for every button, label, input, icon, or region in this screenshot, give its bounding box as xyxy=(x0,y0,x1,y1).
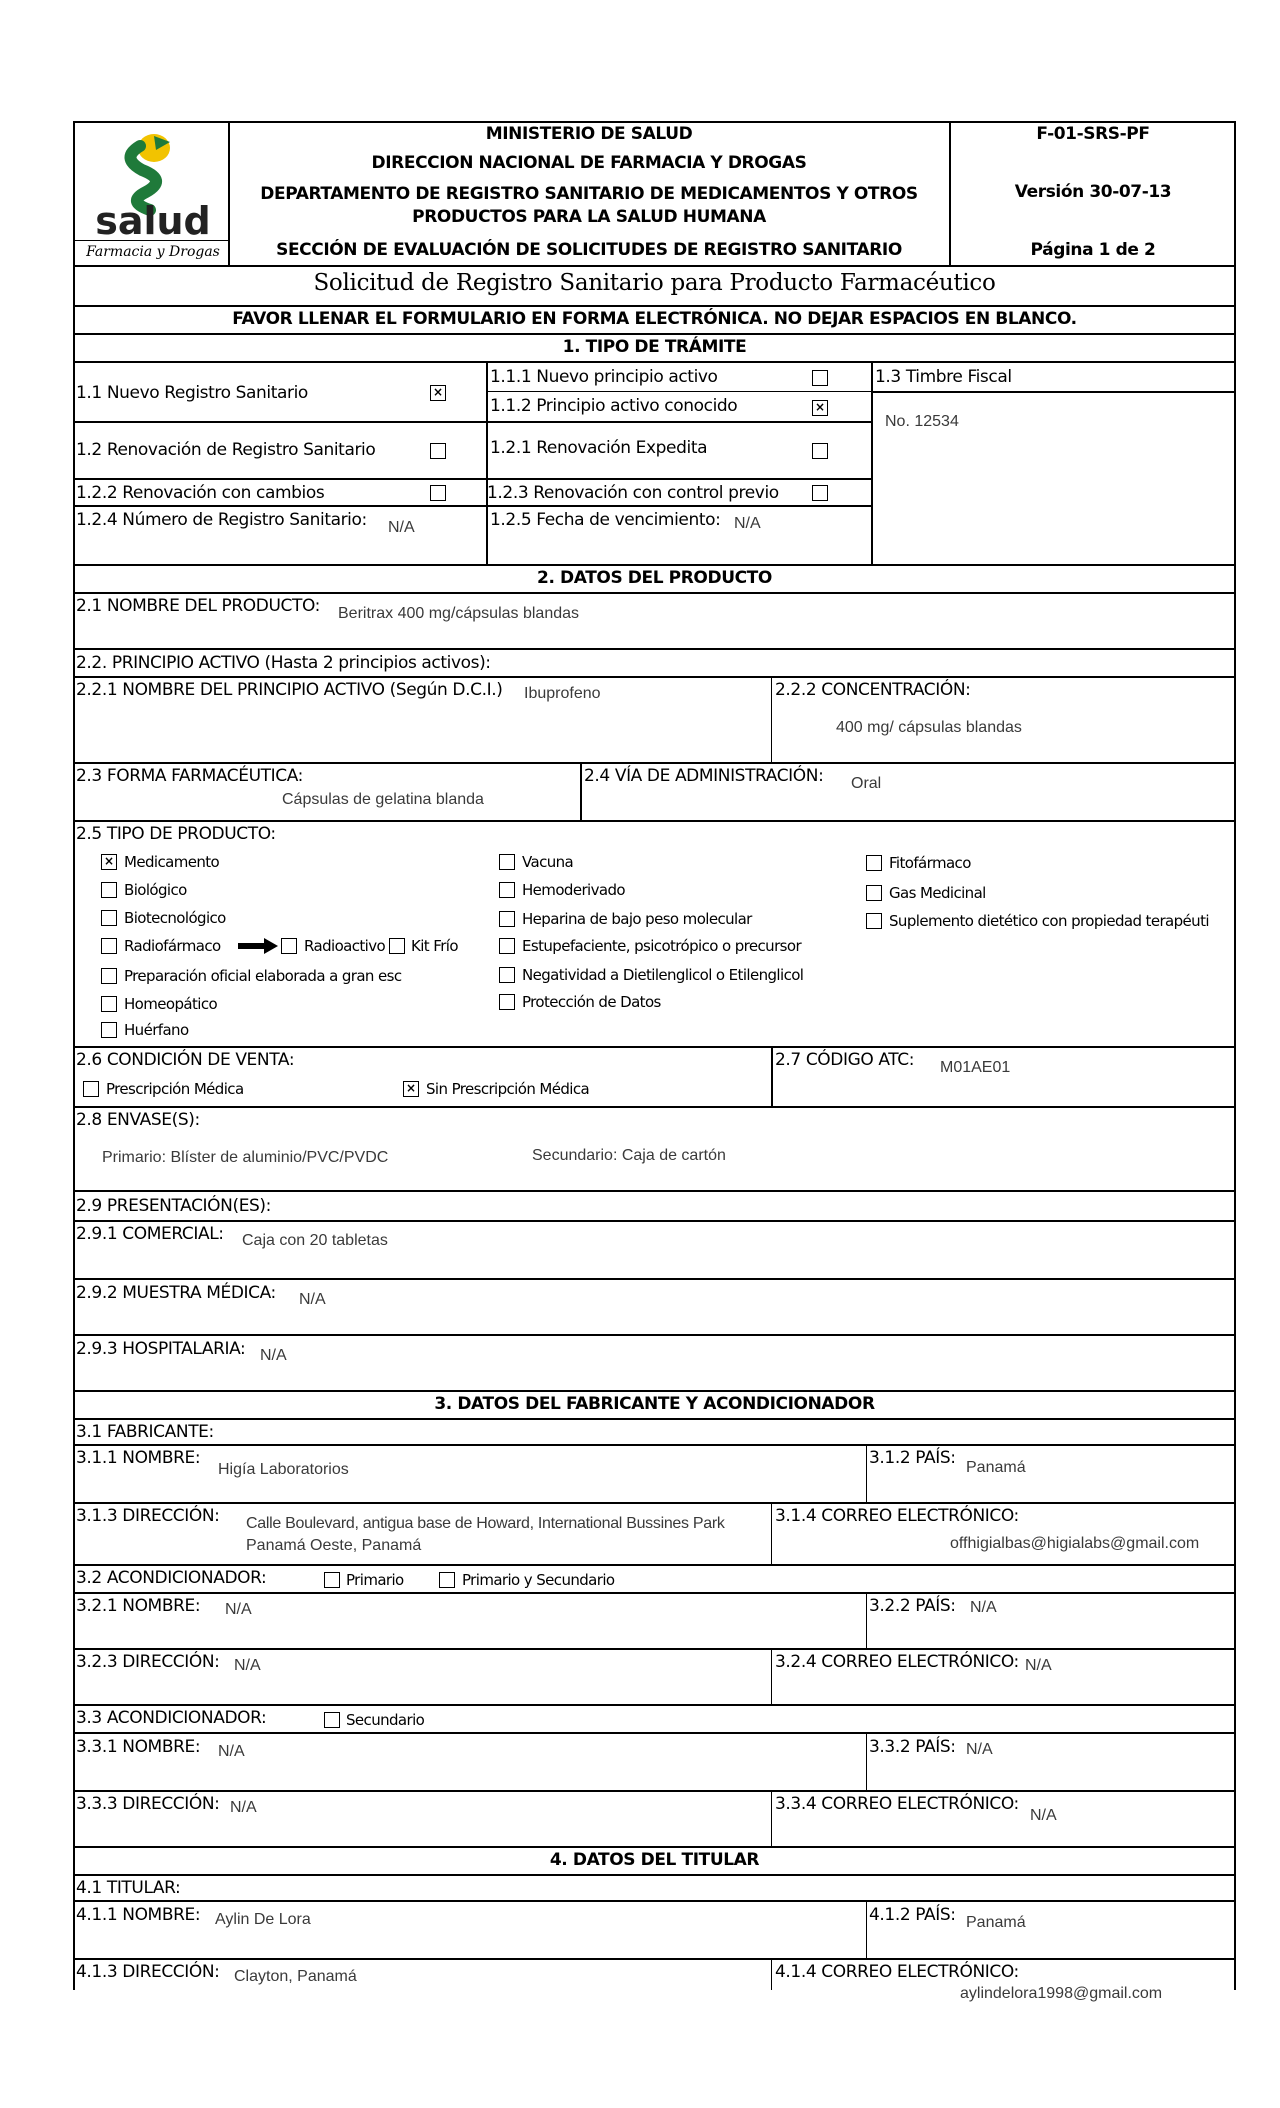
acond1-primario-label: Primario xyxy=(346,1571,404,1589)
renovacion-expedita-checkbox[interactable] xyxy=(812,443,828,459)
codigo-atc-value[interactable]: M01AE01 xyxy=(940,1059,1011,1076)
acond1-correo-value[interactable]: N/A xyxy=(1025,1657,1052,1674)
divider xyxy=(866,1733,867,1791)
caduceus-logo-icon xyxy=(80,128,226,240)
negatividad-checkbox[interactable] xyxy=(499,967,515,983)
titular-nombre-value[interactable]: Aylin De Lora xyxy=(215,1911,311,1928)
acond1-nombre-value[interactable]: N/A xyxy=(225,1601,252,1618)
hospitalaria-row xyxy=(73,1334,1236,1392)
sin-prescripcion-checkbox[interactable]: × xyxy=(403,1081,419,1097)
arrow-right-icon xyxy=(238,938,278,954)
fecha-vencimiento-label: 1.2.5 Fecha de vencimiento: xyxy=(490,510,721,530)
titular-nombre-label: 4.1.1 NOMBRE: xyxy=(76,1905,201,1925)
negatividad-label: Negatividad a Dietilenglicol o Etilenglicol xyxy=(522,966,804,984)
vacuna-label: Vacuna xyxy=(522,853,574,871)
kit-frio-label: Kit Frío xyxy=(411,937,458,955)
comercial-label: 2.9.1 COMERCIAL: xyxy=(76,1224,224,1244)
logo-caption: Farmacia y Drogas xyxy=(86,244,220,260)
ministry-logo xyxy=(80,128,226,240)
envase-primario-value[interactable]: Primario: Blíster de aluminio/PVC/PVDC xyxy=(102,1149,389,1166)
radioactivo-checkbox[interactable] xyxy=(281,938,297,954)
prescripcion-checkbox[interactable] xyxy=(83,1081,99,1097)
nuevo-registro-label: 1.1 Nuevo Registro Sanitario xyxy=(76,383,308,403)
hospitalaria-label: 2.9.3 HOSPITALARIA: xyxy=(76,1339,246,1359)
fab-pais-label: 3.1.2 PAÍS: xyxy=(869,1448,956,1468)
preparacion-checkbox[interactable] xyxy=(101,968,117,984)
acond2-direccion-label: 3.3.3 DIRECCIÓN: xyxy=(76,1794,220,1814)
hospitalaria-value[interactable]: N/A xyxy=(260,1347,287,1364)
divider xyxy=(872,391,1236,393)
fab-correo-value[interactable]: offhigialbas@higialabs@gmail.com xyxy=(950,1535,1200,1552)
acond2-secundario-checkbox[interactable] xyxy=(324,1712,340,1728)
section3-title: 3. DATOS DEL FABRICANTE Y ACONDICIONADOR xyxy=(434,1394,875,1414)
huerfano-checkbox[interactable] xyxy=(101,1022,117,1038)
acond2-correo-value[interactable]: N/A xyxy=(1030,1807,1057,1824)
fab-direccion-value-1[interactable]: Calle Boulevard, antigua base de Howard, International Bussines Park xyxy=(246,1515,725,1532)
acond1-direccion-label: 3.2.3 DIRECCIÓN: xyxy=(76,1652,220,1672)
acond2-secundario-label: Secundario xyxy=(346,1711,425,1729)
principio-activo-label: 2.2. PRINCIPIO ACTIVO (Hasta 2 principios activos): xyxy=(76,653,491,673)
acond2-nombre-row xyxy=(73,1732,1236,1792)
divider xyxy=(771,1649,772,1705)
department-name: DEPARTAMENTO DE REGISTRO SANITARIO DE MEDICAMENTOS Y OTROS xyxy=(260,184,918,204)
biologico-label: Biológico xyxy=(124,881,187,899)
titular-nombre-row xyxy=(73,1900,1236,1960)
fecha-vencimiento-value[interactable]: N/A xyxy=(734,515,761,532)
form-version: Versión 30-07-13 xyxy=(1014,182,1172,202)
numero-registro-label: 1.2.4 Número de Registro Sanitario: xyxy=(76,510,367,530)
via-label: 2.4 VÍA DE ADMINISTRACIÓN: xyxy=(584,766,824,786)
divider xyxy=(866,1445,867,1503)
page-title: Solicitud de Registro Sanitario para Producto Farmacéutico xyxy=(313,270,996,296)
medicamento-checkbox[interactable]: × xyxy=(101,854,117,870)
acond1-primario-checkbox[interactable] xyxy=(324,1572,340,1588)
homeopatico-label: Homeopático xyxy=(124,995,218,1013)
fab-direccion-value-2[interactable]: Panamá Oeste, Panamá xyxy=(246,1537,422,1554)
divider xyxy=(487,391,871,392)
titular-row xyxy=(73,1874,1236,1902)
acond2-nombre-label: 3.3.1 NOMBRE: xyxy=(76,1737,201,1757)
ministry-name: MINISTERIO DE SALUD xyxy=(485,124,693,144)
divider xyxy=(866,1901,867,1959)
acond1-prim-sec-label: Primario y Secundario xyxy=(462,1571,615,1589)
presentacion-label: 2.9 PRESENTACIÓN(ES): xyxy=(76,1196,271,1216)
tipo-producto-label: 2.5 TIPO DE PRODUCTO: xyxy=(76,824,276,844)
biologico-checkbox[interactable] xyxy=(101,882,117,898)
form-code: F-01-SRS-PF xyxy=(1036,124,1150,144)
heparina-label: Heparina de bajo peso molecular xyxy=(522,910,752,928)
divider xyxy=(771,677,772,763)
logo-text: salud xyxy=(95,199,211,240)
acond1-correo-label: 3.2.4 CORREO ELECTRÓNICO: xyxy=(775,1652,1019,1672)
divider xyxy=(73,240,229,241)
section4-title: 4. DATOS DEL TITULAR xyxy=(549,1850,760,1870)
muestra-label: 2.9.2 MUESTRA MÉDICA: xyxy=(76,1283,276,1303)
section-name: SECCIÓN DE EVALUACIÓN DE SOLICITUDES DE REGISTRO SANITARIO xyxy=(276,240,902,260)
acond2-pais-label: 3.3.2 PAÍS: xyxy=(869,1737,956,1757)
envase-label: 2.8 ENVASE(S): xyxy=(76,1110,200,1130)
nombre-producto-label: 2.1 NOMBRE DEL PRODUCTO: xyxy=(76,596,320,616)
titular-correo-label: 4.1.4 CORREO ELECTRÓNICO: xyxy=(775,1962,1019,1982)
comercial-value[interactable]: Caja con 20 tabletas xyxy=(242,1232,388,1249)
fab-nombre-value[interactable]: Higía Laboratorios xyxy=(218,1461,349,1478)
acond1-direccion-value[interactable]: N/A xyxy=(234,1657,261,1674)
numero-registro-value[interactable]: N/A xyxy=(388,519,415,536)
suplemento-label: Suplemento dietético con propiedad terapéuti xyxy=(889,912,1209,930)
acond1-label: 3.2 ACONDICIONADOR: xyxy=(76,1568,267,1588)
tipo-producto-block xyxy=(73,820,1236,1048)
department-name-2: PRODUCTOS PARA LA SALUD HUMANA xyxy=(412,207,766,227)
estupefaciente-checkbox[interactable] xyxy=(499,938,515,954)
divider xyxy=(771,1791,772,1847)
nuevo-registro-checkbox[interactable]: × xyxy=(430,385,446,401)
forma-value[interactable]: Cápsulas de gelatina blanda xyxy=(282,791,484,808)
acond1-nombre-label: 3.2.1 NOMBRE: xyxy=(76,1596,201,1616)
suplemento-checkbox[interactable] xyxy=(866,913,882,929)
divider xyxy=(73,478,872,480)
forma-label: 2.3 FORMA FARMACÉUTICA: xyxy=(76,766,303,786)
titular-direccion-value[interactable]: Clayton, Panamá xyxy=(234,1968,357,1985)
hemoderivado-label: Hemoderivado xyxy=(522,881,625,899)
divider xyxy=(771,1959,772,1990)
timbre-value[interactable]: No. 12534 xyxy=(885,413,959,430)
titular-label: 4.1 TITULAR: xyxy=(76,1878,181,1898)
titular-correo-value[interactable]: aylindelora1998@gmail.com xyxy=(960,1985,1163,2002)
condicion-venta-label: 2.6 CONDICIÓN DE VENTA: xyxy=(76,1050,295,1070)
section2-title: 2. DATOS DEL PRODUCTO xyxy=(537,568,772,588)
nuevo-principio-checkbox[interactable] xyxy=(812,370,828,386)
acond1-pais-label: 3.2.2 PAÍS: xyxy=(869,1596,956,1616)
fab-pais-value[interactable]: Panamá xyxy=(966,1459,1026,1476)
huerfano-label: Huérfano xyxy=(124,1021,189,1039)
renovacion-expedita-label: 1.2.1 Renovación Expedita xyxy=(490,438,708,458)
nuevo-principio-label: 1.1.1 Nuevo principio activo xyxy=(490,367,718,387)
nombre-principio-value[interactable]: Ibuprofeno xyxy=(524,685,601,702)
radioactivo-label: Radioactivo xyxy=(304,937,386,955)
homeopatico-checkbox[interactable] xyxy=(101,996,117,1012)
proteccion-datos-checkbox[interactable] xyxy=(499,994,515,1010)
section1-title: 1. TIPO DE TRÁMITE xyxy=(562,337,747,357)
nombre-producto-value[interactable]: Beritrax 400 mg/cápsulas blandas xyxy=(338,605,580,622)
concentracion-value[interactable]: 400 mg/ cápsulas blandas xyxy=(836,719,1022,736)
proteccion-datos-label: Protección de Datos xyxy=(522,993,661,1011)
renovacion-cambios-checkbox[interactable] xyxy=(430,485,446,501)
titular-direccion-label: 4.1.3 DIRECCIÓN: xyxy=(76,1962,220,1982)
renovacion-label: 1.2 Renovación de Registro Sanitario xyxy=(76,440,376,460)
renovacion-checkbox[interactable] xyxy=(430,443,446,459)
divider xyxy=(771,1046,773,1108)
fab-correo-label: 3.1.4 CORREO ELECTRÓNICO: xyxy=(775,1506,1019,1526)
radiofarmaco-label: Radiofármaco xyxy=(124,937,221,955)
principio-conocido-label: 1.1.2 Principio activo conocido xyxy=(490,396,738,416)
instruction-text: FAVOR LLENAR EL FORMULARIO EN FORMA ELECTRÓNICA. NO DEJAR ESPACIOS EN BLANCO. xyxy=(232,309,1077,329)
acond2-nombre-value[interactable]: N/A xyxy=(218,1743,245,1760)
fab-nombre-label: 3.1.1 NOMBRE: xyxy=(76,1448,201,1468)
acond2-correo-label: 3.3.4 CORREO ELECTRÓNICO: xyxy=(775,1794,1019,1814)
titular-pais-label: 4.1.2 PAÍS: xyxy=(869,1905,956,1925)
fitofarmaco-checkbox[interactable] xyxy=(866,855,882,871)
direction-name: DIRECCION NACIONAL DE FARMACIA Y DROGAS xyxy=(371,153,807,173)
fab-direccion-label: 3.1.3 DIRECCIÓN: xyxy=(76,1506,220,1526)
divider xyxy=(73,421,872,423)
heparina-checkbox[interactable] xyxy=(499,911,515,927)
nombre-principio-label: 2.2.1 NOMBRE DEL PRINCIPIO ACTIVO (Según D.C.I.) xyxy=(76,680,503,700)
medicamento-label: Medicamento xyxy=(124,853,220,871)
estupefaciente-label: Estupefaciente, psicotrópico o precursor xyxy=(522,937,802,955)
hemoderivado-checkbox[interactable] xyxy=(499,882,515,898)
prescripcion-label: Prescripción Médica xyxy=(106,1080,244,1098)
concentracion-label: 2.2.2 CONCENTRACIÓN: xyxy=(775,680,971,700)
radiofarmaco-checkbox[interactable] xyxy=(101,938,117,954)
biotecnologico-checkbox[interactable] xyxy=(101,910,117,926)
envase-secundario-value[interactable]: Secundario: Caja de cartón xyxy=(532,1147,726,1164)
fabricante-label: 3.1 FABRICANTE: xyxy=(76,1422,214,1442)
renovacion-cambios-label: 1.2.2 Renovación con cambios xyxy=(76,483,325,503)
acond2-direccion-value[interactable]: N/A xyxy=(230,1799,257,1816)
acond1-pais-value[interactable]: N/A xyxy=(970,1599,997,1616)
acond2-pais-value[interactable]: N/A xyxy=(966,1741,993,1758)
principio-conocido-checkbox[interactable]: × xyxy=(812,400,828,416)
renovacion-control-label: 1.2.3 Renovación con control previo xyxy=(487,483,779,503)
acond2-label: 3.3 ACONDICIONADOR: xyxy=(76,1708,267,1728)
divider xyxy=(866,1593,867,1649)
muestra-value[interactable]: N/A xyxy=(299,1291,326,1308)
page-number: Página 1 de 2 xyxy=(1030,240,1156,260)
titular-pais-value[interactable]: Panamá xyxy=(966,1914,1026,1931)
fitofarmaco-label: Fitofármaco xyxy=(889,854,971,872)
via-value[interactable]: Oral xyxy=(851,775,882,792)
divider xyxy=(580,762,582,822)
preparacion-label: Preparación oficial elaborada a gran esc xyxy=(124,967,402,985)
renovacion-control-checkbox[interactable] xyxy=(812,485,828,501)
acond1-prim-sec-checkbox[interactable] xyxy=(439,1572,455,1588)
gas-medicinal-label: Gas Medicinal xyxy=(889,884,986,902)
timbre-label: 1.3 Timbre Fiscal xyxy=(875,367,1012,387)
codigo-atc-label: 2.7 CÓDIGO ATC: xyxy=(775,1050,915,1070)
vacuna-checkbox[interactable] xyxy=(499,854,515,870)
divider xyxy=(73,505,872,507)
sin-prescripcion-label: Sin Prescripción Médica xyxy=(426,1080,590,1098)
kit-frio-checkbox[interactable] xyxy=(389,938,405,954)
divider xyxy=(771,1503,772,1565)
gas-medicinal-checkbox[interactable] xyxy=(866,885,882,901)
biotecnologico-label: Biotecnológico xyxy=(124,909,226,927)
fabricante-row xyxy=(73,1418,1236,1446)
